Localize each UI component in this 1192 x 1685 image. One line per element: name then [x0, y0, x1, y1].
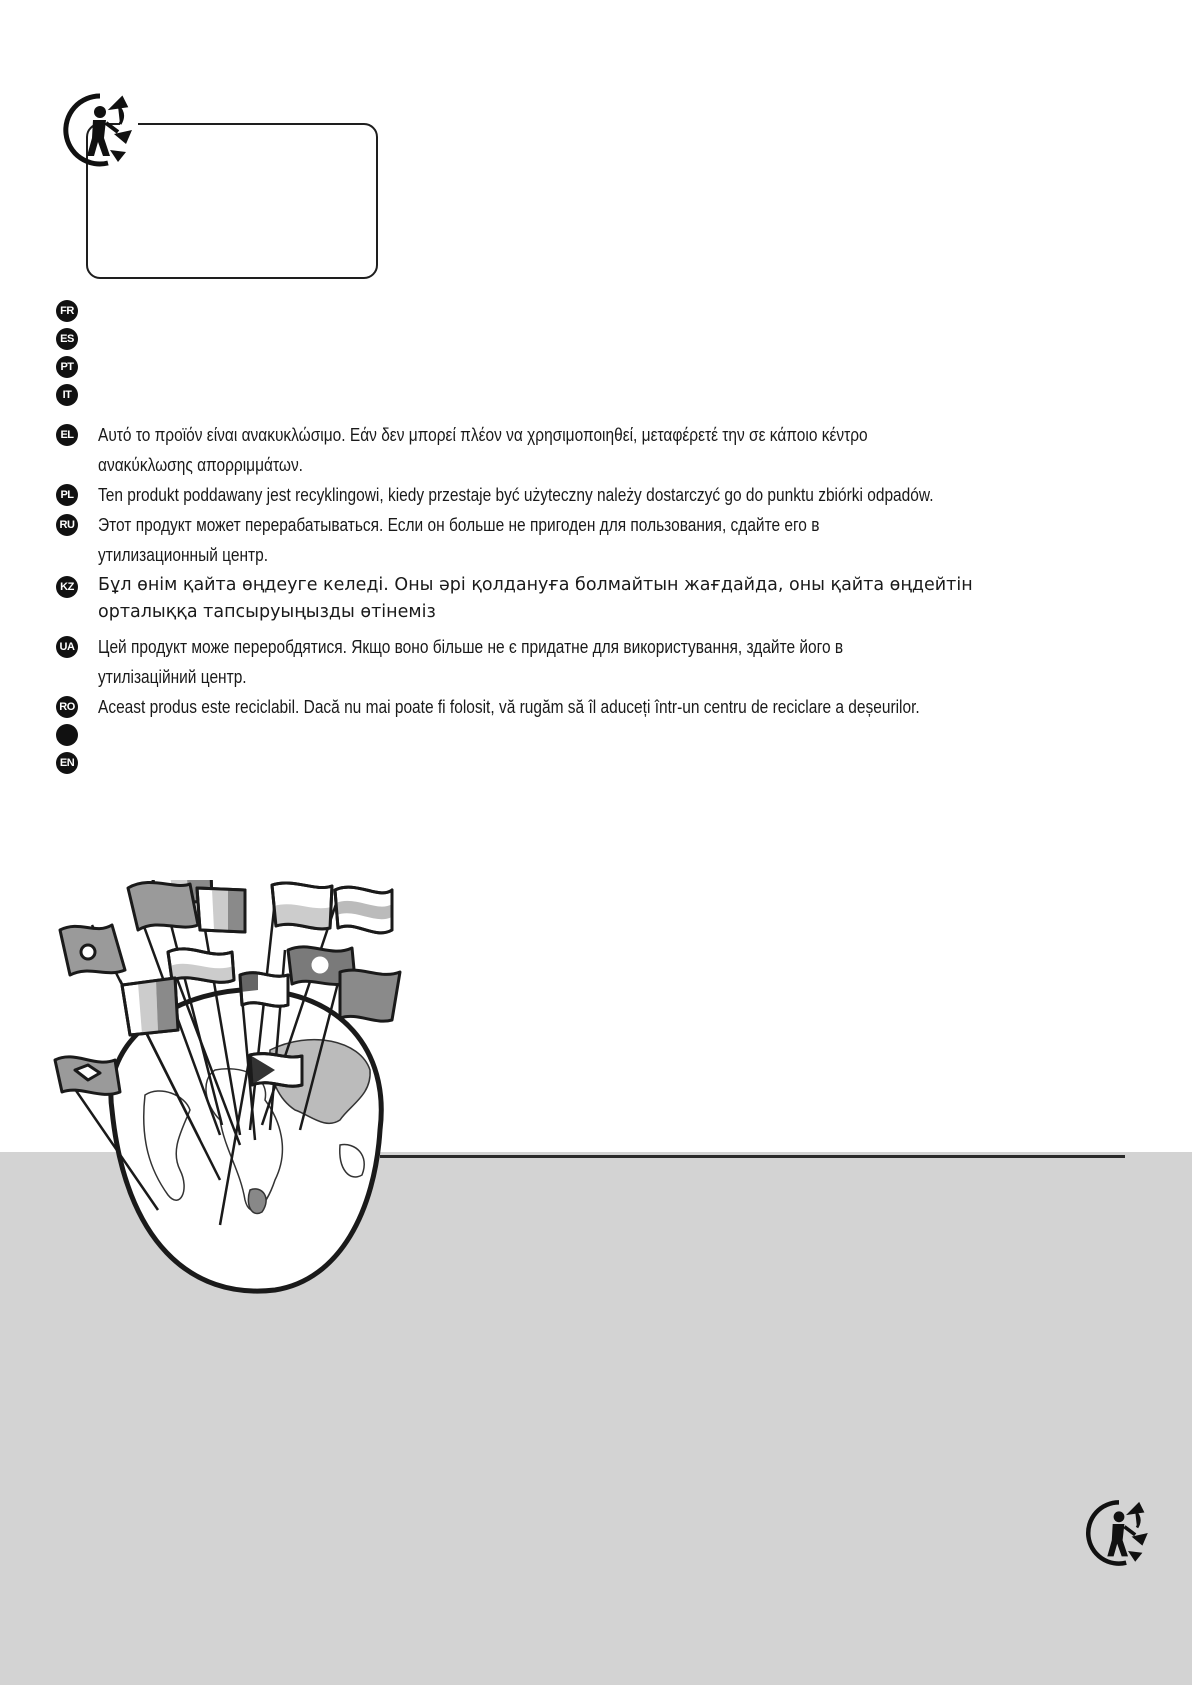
lang-row-ro [56, 696, 1192, 722]
lang-badge-blank [56, 724, 78, 746]
world-globe-with-flags-illustration [40, 880, 440, 1310]
lang-badge-fr: FR [56, 300, 78, 322]
lang-badge-ro: RO [56, 696, 78, 718]
lang-text-ru: Этот продукт может перерабатываться. Если он больше не пригоден для пользования, сдайте его в утилизационный центр. [98, 515, 820, 565]
lang-badge-es: ES [56, 328, 78, 350]
lang-row-fr [56, 300, 1118, 322]
lang-text-ro: Aceast produs este reciclabil. Dacă nu mai poate fi folosit, vă rugăm să îl aduceți într-un centru de reciclare a deșeurilor. [98, 697, 920, 717]
lang-row-en [56, 752, 1118, 774]
triman-recycling-icon [1083, 1497, 1155, 1569]
lang-badge-it: IT [56, 384, 78, 406]
triman-recycling-icon [60, 90, 140, 170]
lang-text-kz: Бұл өнім қайта өңдеуге келеді. Оны әрі қолдануға болмайтын жағдайда, оны қайта өңдейтін орталыққа тапсыруыңызды өтінеміз [98, 575, 973, 622]
lang-row-ua [56, 636, 1038, 692]
lang-text-ua: Цей продукт може переробдятися. Якщо воно більше не є придатне для використування, здайте його в утилізаційний центр. [98, 637, 844, 687]
lang-badge-ru: RU [56, 514, 78, 536]
lang-row-it [56, 384, 1118, 406]
band-divider-line [380, 1155, 1125, 1158]
lang-row-el [56, 424, 1038, 480]
lang-row-blank [56, 724, 1118, 746]
lang-badge-ua: UA [56, 636, 78, 658]
lang-row-pt [56, 356, 1118, 378]
lang-row-pl [56, 484, 1192, 510]
lang-badge-el: EL [56, 424, 78, 446]
lang-text-pl: Ten produkt poddawany jest recyklingowi, kiedy przestaje być użyteczny należy dostarczyć go do punktu zbiórki odpadów. [98, 485, 934, 505]
lang-row-es [56, 328, 1118, 350]
lang-badge-pl: PL [56, 484, 78, 506]
lang-badge-pt: PT [56, 356, 78, 378]
lang-badge-kz: KZ [56, 576, 78, 598]
lang-row-ru [56, 514, 1028, 570]
lang-badge-en: EN [56, 752, 78, 774]
lang-row-kz [56, 576, 998, 626]
lang-text-el: Αυτό το προϊόν είναι ανακυκλώσιμο. Εάν δεν μπορεί πλέον να χρησιμοποιηθεί, μεταφέρετέ την σε κάποιο κέντρο ανακύκλωσης απορριμμάτων. [98, 425, 868, 475]
